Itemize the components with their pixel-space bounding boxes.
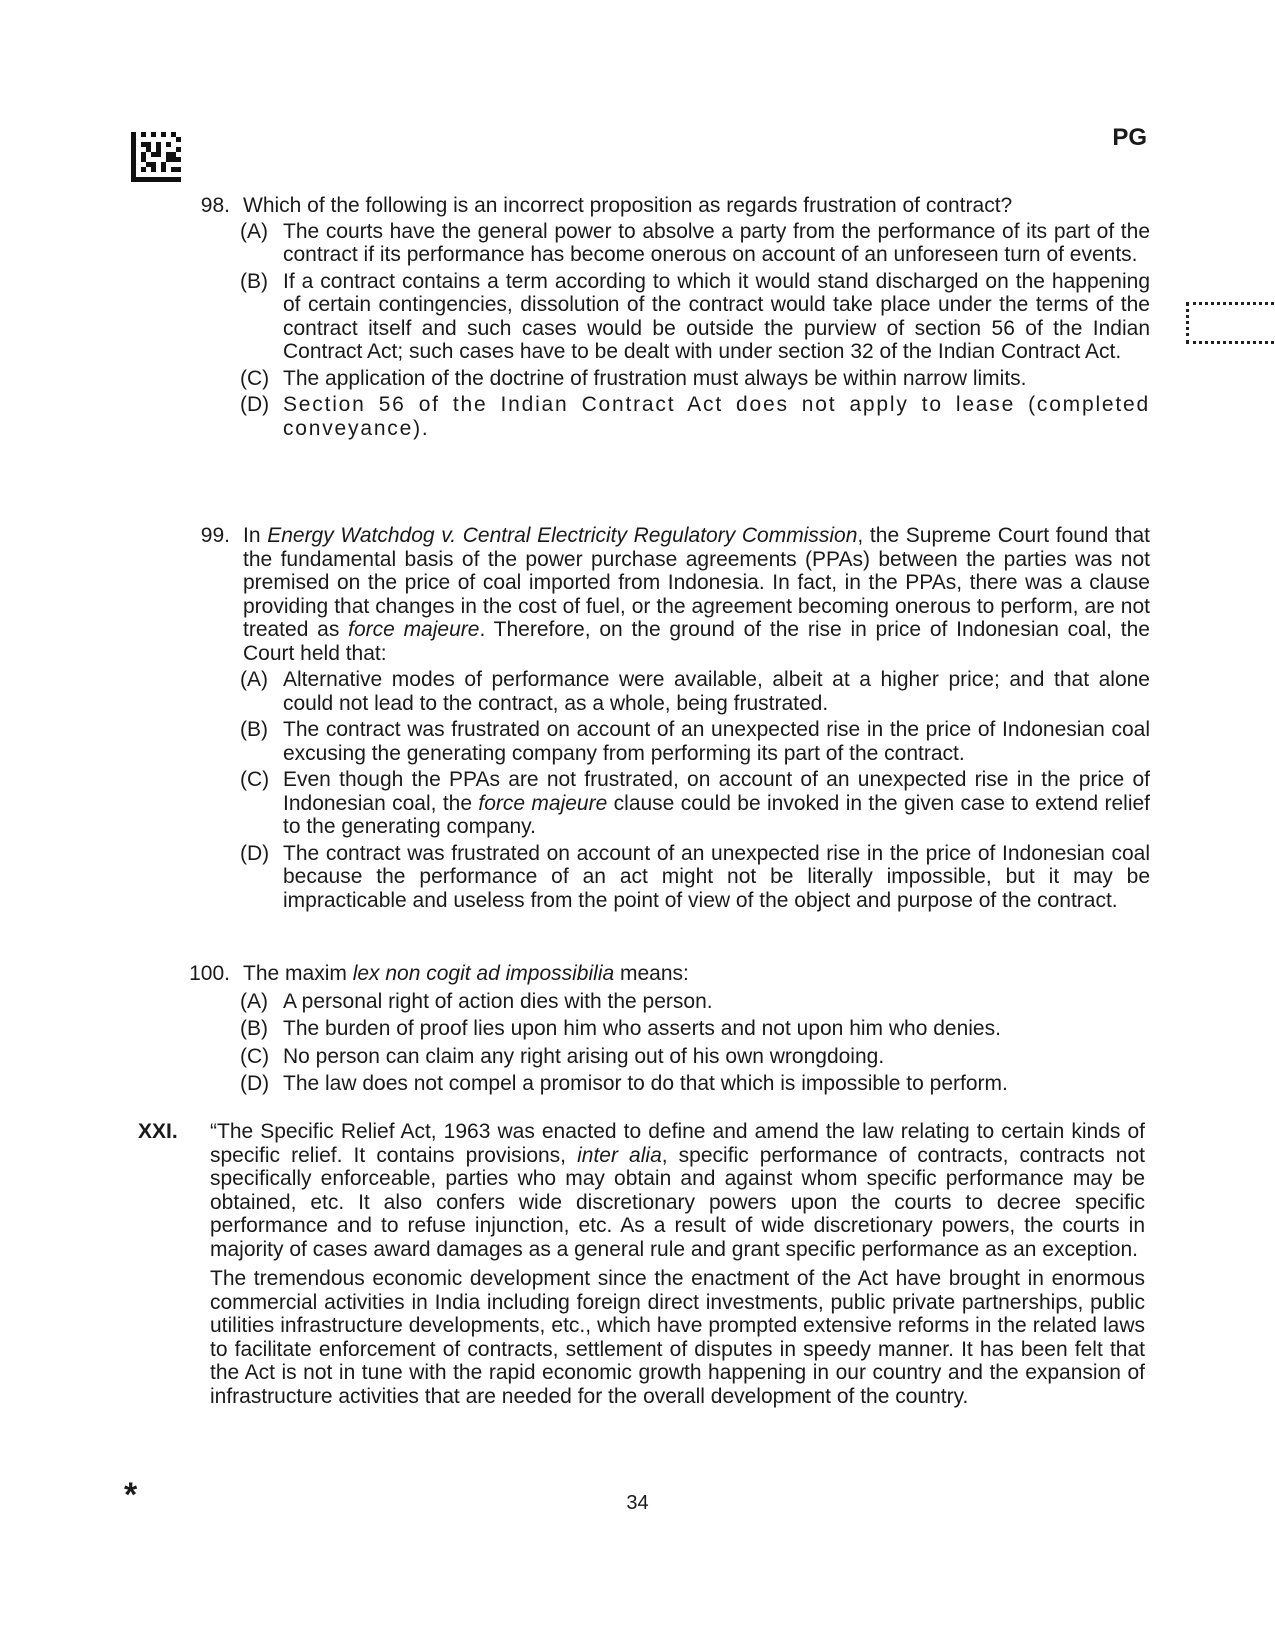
- question-stem: The maxim lex non cogit ad impossibilia means:: [243, 962, 689, 985]
- option-text: The courts have the general power to absolve a party from the performance of its part of the contract if its performance has become onerous on account of an unforeseen turn of events.: [283, 219, 1150, 266]
- option-text: No person can claim any right arising out of his own wrongdoing.: [283, 1044, 885, 1068]
- section-label: XXI.: [138, 1120, 178, 1143]
- option-text: The law does not compel a promisor to do that which is impossible to perform.: [283, 1072, 1008, 1095]
- passage-paragraph: “The Specific Relief Act, 1963 was enacted to define and amend the law relating to certain kinds of specific relief. It contains provisions, inter alia, specific performance of contracts, contracts not specifically enforceable, parties who may obtain and against whom specific performance may be obtained, etc. It also confers wide discretionary powers upon the courts to decree specific performance and to refuse injunction, etc. As a result of wide discretionary powers, the courts in majority of cases award damages as a general rule and grant specific performance as an exception.: [210, 1120, 1145, 1261]
- case-name: Energy Watchdog v. Central Electricity Regulatory Commission: [267, 524, 858, 547]
- option-label: (C): [240, 1044, 270, 1068]
- series-code: PG: [1112, 124, 1147, 151]
- option-label: (A): [240, 989, 268, 1013]
- question-98: [0, 194, 1275, 440]
- option-text: The contract was frustrated on account of an unexpected rise in the price of Indonesian coal excusing the generating company from performing its part of the contract.: [283, 718, 1150, 765]
- option-text: The application of the doctrine of frustration must always be within narrow limits.: [283, 366, 1027, 390]
- option-label: (A): [240, 668, 268, 691]
- option-label: (C): [240, 366, 270, 390]
- option-label: (B): [240, 718, 268, 741]
- option-text: The contract was frustrated on account of an unexpected rise in the price of Indonesian coal because the performance of an act might not be literally impossible, but it may be impracticable and useless from the point of view of the object and purpose of the contract.: [283, 841, 1150, 912]
- option-label: (D): [240, 1072, 270, 1095]
- question-stem: Which of the following is an incorrect proposition as regards frustration of contract?: [243, 194, 1013, 217]
- option-label: (B): [240, 269, 268, 293]
- option-label: (B): [240, 1017, 268, 1040]
- option-text: The burden of proof lies upon him who asserts and not upon him who denies.: [283, 1017, 1001, 1040]
- option-text: If a contract contains a term according to which it would stand discharged on the happening of certain contingencies, dissolution of the contract would take place under the terms of the contract itself and such cases would be outside the purview of section 56 of the Indian Contract Act; such cases have to be dealt with under section 32 of the Indian Contract Act.: [283, 269, 1150, 363]
- qr-code: [131, 132, 181, 182]
- page-number: 34: [626, 1492, 649, 1514]
- question-99: [0, 524, 1275, 912]
- section-xxi: [0, 1120, 1275, 1408]
- question-100: [0, 962, 1275, 1096]
- question-number: 99.: [200, 524, 230, 547]
- footer-star: *: [124, 1476, 138, 1514]
- option-label: (A): [240, 219, 268, 243]
- option-label: (C): [240, 768, 270, 791]
- option-label: (D): [240, 393, 270, 416]
- option-text: Section 56 of the Indian Contract Act does not apply to lease (completed conveyance).: [283, 393, 1150, 440]
- question-stem: In Energy Watchdog v. Central Electricity Regulatory Commission, the Supreme Court found that the fundamental basis of the power purchase agreements (PPAs) between the parties was not premised on the price of coal imported from Indonesia. In fact, in the PPAs, there was a clause providing that changes in the cost of fuel, or the agreement becoming onerous to perform, are not treated as force majeure. Therefore, on the ground of the rise in price of Indonesian coal, the Court held that:: [243, 524, 1150, 665]
- question-number: 98.: [200, 194, 230, 217]
- option-text: A personal right of action dies with the person.: [283, 989, 713, 1013]
- passage-paragraph: The tremendous economic development since the enactment of the Act have brought in enormous commercial activities in India including foreign direct investments, public private partnerships, public utilities infrastructure developments, etc., which have prompted extensive reforms in the related laws to facilitate enforcement of contracts, settlement of disputes in speedy manner. It has been felt that the Act is not in tune with the rapid economic growth happening in our country and the expansion of infrastructure activities that are needed for the overall development of the country.: [210, 1267, 1145, 1408]
- option-text: Even though the PPAs are not frustrated, on account of an unexpected rise in the price of Indonesian coal, the force majeure clause could be invoked in the given case to extend relief to the generating company.: [283, 768, 1151, 838]
- option-text: Alternative modes of performance were available, albeit at a higher price; and that alone could not lead to the contract, as a whole, being frustrated.: [283, 668, 1150, 715]
- question-number: 100.: [189, 962, 230, 985]
- option-label: (D): [240, 841, 270, 865]
